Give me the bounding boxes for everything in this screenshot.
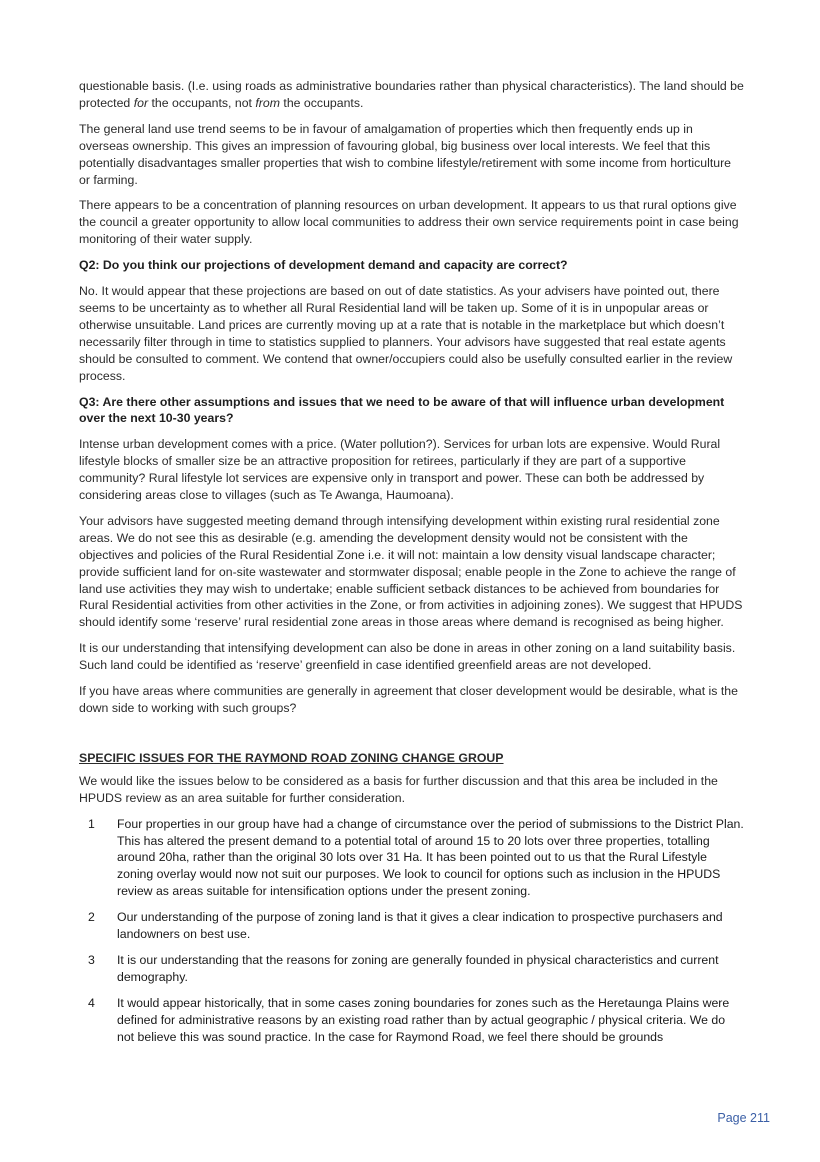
- section-intro: We would like the issues below to be considered as a basis for further discussion and that this area be included in the HPUDS review as an area suitable for further consideration.: [79, 773, 718, 805]
- list-item-number: 4: [88, 995, 95, 1010]
- question-q2: Q2: Do you think our projections of development demand and capacity are correct?: [79, 258, 568, 273]
- answer-q3-urban-price: Intense urban development comes with a price. (Water pollution?). Services for urban lots are expensive. Would Rural lifestyle blocks of smaller size be an attractive proposition for retirees, particularly if they are part of a supportive community? Rural lifestyle lot services are expensive only in transport and power. These can both be addressed by considering areas close to villages (such as Te Awanga, Haumoana).: [79, 437, 721, 503]
- list-item: [79, 952, 744, 986]
- issues-list: [79, 816, 744, 1046]
- emphasis-for: for: [133, 95, 149, 110]
- section-gap: [79, 726, 744, 750]
- paragraph-continuation: questionable basis. (I.e. using roads as administrative boundaries rather than physical characteristics). The land should be protected for the occupants, not from the occupants.: [79, 79, 744, 110]
- page-number: Page 211: [717, 1111, 770, 1125]
- answer-q3-communities: If you have areas where communities are generally in agreement that closer development would be desirable, what is the down side to working with such groups?: [79, 684, 738, 715]
- document-body: [79, 78, 744, 1055]
- question-q3: Q3: Are there other assumptions and issues that we need to be aware of that will influence urban development over the next 10-30 years?: [79, 394, 725, 426]
- list-item-text: It is our understanding that the reasons for zoning are generally founded in physical characteristics and current demography.: [117, 952, 719, 984]
- list-item-text: Four properties in our group have had a change of circumstance over the period of submissions to the District Plan. This has altered the present demand to a potential total of around 15 to 20 lots over three properties, totalling around 20ha, rather than the original 30 lots over 31 Ha. It has been pointed out to us that the Rural Lifestyle zoning overlay would now not suit our purposes. We look to council for options such as inclusion in the HPUDS review as areas suitable for intensification options under the present zoning.: [117, 816, 744, 899]
- list-item-number: 3: [88, 952, 95, 967]
- list-item: [79, 995, 744, 1046]
- answer-q3-other-zoning: It is our understanding that intensifying development can also be done in areas in other zoning on a land suitability basis. Such land could be identified as ‘reserve’ greenfield in case identified greenfield areas are not developed.: [79, 641, 736, 673]
- list-item-number: 1: [88, 816, 95, 831]
- emphasis-from: from: [255, 95, 280, 110]
- section-heading: SPECIFIC ISSUES FOR THE RAYMOND ROAD ZONING CHANGE GROUP: [79, 750, 504, 765]
- paragraph-land-use-trend: The general land use trend seems to be in favour of amalgamation of properties which then frequently ends up in overseas ownership. This gives an impression of favouring global, big business over local interests. We feel that this potentially disadvantages smaller properties that wish to combine lifestyle/retirement with some income from horticulture or farming.: [79, 121, 732, 187]
- list-item-number: 2: [88, 910, 95, 925]
- answer-q3-intensifying: Your advisors have suggested meeting demand through intensifying development within existing rural residential zone areas. We do not see this as desirable (e.g. amending the development density would not be consistent with the objectives and policies of the Rural Residential Zone i.e. it will not: maintain a low density visual landscape character; provide sufficient land for on-site wastewater and stormwater disposal; enable people in the Zone to achieve the range of land use activities they may wish to undertake; enable sufficient setback distances to be achieved from boundaries for Rural Residential activities from other activities in the Zone, or from activities in adjoining zones). We suggest that HPUDS should identify some ‘reserve’ rural residential zone areas in those areas where demand is recognised as being higher.: [79, 513, 743, 630]
- list-item-text: It would appear historically, that in some cases zoning boundaries for zones such as the Heretaunga Plains were defined for administrative reasons by an existing road rather than by actual geographic / physical criteria. We do not believe this was sound practice. In the case for Raymond Road, we feel there should be grounds: [117, 995, 730, 1044]
- paragraph-planning-resources: There appears to be a concentration of planning resources on urban development. It appears to us that rural options give the council a greater opportunity to allow local communities to address their own service requirements point in case being monitoring of their water supply.: [79, 198, 739, 247]
- answer-q2: No. It would appear that these projections are based on out of date statistics. As your advisers have pointed out, there seems to be uncertainty as to whether all Rural Residential land will be taken up. Some of it is in unpopular areas or otherwise unsuitable. Land prices are currently moving up at a rate that is notable in the marketplace but which doesn’t necessarily filter through in time to statistics supplied to planners. Your advisors have suggested that real estate agents should be consulted to comment. We contend that owner/occupiers could also be usefully consulted earlier in the review process.: [79, 284, 733, 383]
- list-item-text: Our understanding of the purpose of zoning land is that it gives a clear indication to prospective purchasers and landowners on best use.: [117, 910, 723, 942]
- list-item: [79, 816, 744, 901]
- list-item: [79, 909, 744, 943]
